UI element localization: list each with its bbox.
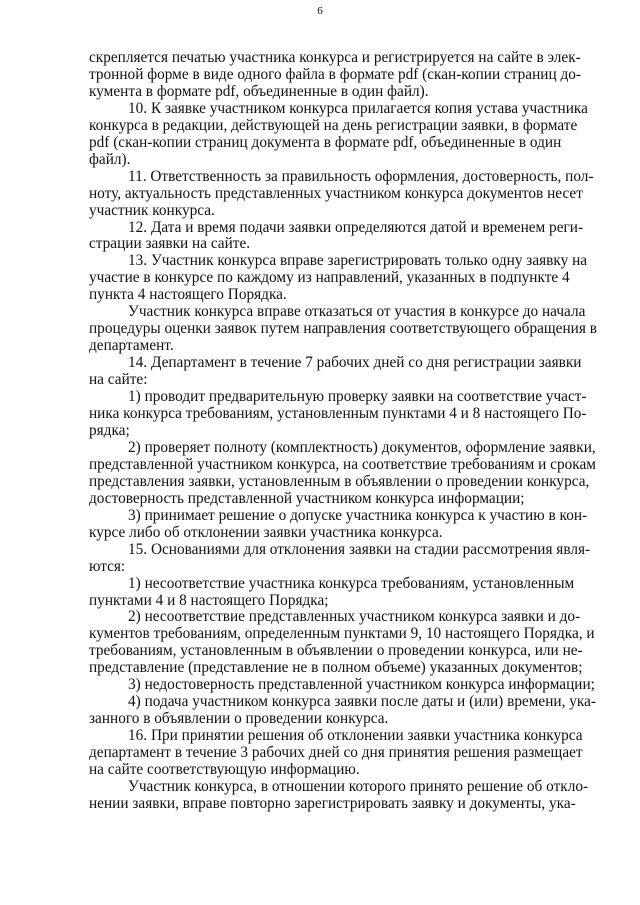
text-line: участник конкурса. xyxy=(89,201,215,219)
paragraph xyxy=(89,779,601,813)
text-line: 12. Дата и время подачи заявки определяются датой и временем реги- xyxy=(128,218,584,236)
text-line: 15. Основаниями для отклонения заявки на стадии рассмотрения явля- xyxy=(128,540,591,558)
paragraph xyxy=(89,304,601,355)
paragraph xyxy=(89,694,601,728)
text-line: 1) проводит предварительную проверку заявки на соответствие участ- xyxy=(128,388,587,406)
text-line: представление (представление не в полном объеме) указанных документов; xyxy=(89,659,583,677)
paragraph xyxy=(89,169,601,220)
text-line: представленной участником конкурса, на соответствие требованиям и срокам xyxy=(89,455,596,473)
paragraph xyxy=(89,542,601,576)
text-line: рядка; xyxy=(89,421,130,439)
paragraph xyxy=(89,101,601,169)
text-line: 3) недостоверность представленной участником конкурса информации; xyxy=(128,676,595,694)
text-line: занного в объявлении о проведении конкурса. xyxy=(89,710,389,728)
text-line: пункта 4 настоящего Порядка. xyxy=(89,286,287,304)
paragraph xyxy=(89,440,601,508)
text-line: страции заявки на сайте. xyxy=(89,235,251,253)
text-line: ются: xyxy=(89,557,126,575)
paragraph xyxy=(89,253,601,304)
text-line: на сайте соответствующую информацию. xyxy=(89,761,360,779)
text-line: курсе либо об отклонении заявки участника конкурса. xyxy=(89,523,443,541)
text-line: Участник конкурса вправе отказаться от участия в конкурсе до начала xyxy=(128,303,586,321)
text-line: требованиям, установленным в объявлении о проведении конкурса, или не- xyxy=(89,642,583,660)
text-line: 11. Ответственность за правильность оформления, достоверность, пол- xyxy=(128,167,594,185)
text-line: 2) проверяет полноту (комплектность) документов, оформление заявки, xyxy=(128,438,596,456)
text-line: кументов требованиям, определенным пунктами 9, 10 настоящего Порядка, и xyxy=(89,625,595,643)
text-line: департамент. xyxy=(89,337,174,355)
text-line: 13. Участник конкурса вправе зарегистрировать только одну заявку на xyxy=(128,252,588,270)
paragraph xyxy=(89,728,601,779)
paragraph xyxy=(89,220,601,254)
text-line: процедуры оценки заявок путем направления соответствующего обращения в xyxy=(89,320,597,338)
text-line: кумента в формате pdf, объединенные в один файл). xyxy=(89,82,429,100)
text-line: ника конкурса требованиям, установленным пунктами 4 и 8 настоящего По- xyxy=(89,405,587,423)
text-line: представления заявки, установленным в объявлении о проведении конкурса, xyxy=(89,472,590,490)
document-body xyxy=(89,50,601,813)
text-line: 1) несоответствие участника конкурса требованиям, установленным xyxy=(128,574,575,592)
paragraph xyxy=(89,576,601,610)
paragraph xyxy=(89,355,601,389)
text-line: 2) несоответствие представленных участником конкурса заявки и до- xyxy=(128,608,581,626)
page-number: 6 xyxy=(317,5,323,17)
text-line: файл). xyxy=(89,150,131,168)
text-line: департамент в течение 3 рабочих дней со дня принятия решения размещает xyxy=(89,744,583,762)
text-line: pdf (скан-копии страниц документа в формате pdf, объединенные в один xyxy=(89,133,562,151)
paragraph xyxy=(89,50,601,101)
text-line: тронной форме в виде одного файла в формате pdf (скан-копии страниц до- xyxy=(89,65,582,83)
text-line: 16. При принятии решения об отклонении заявки участника конкурса xyxy=(128,727,583,745)
text-line: конкурса в редакции, действующей на день регистрации заявки, в формате xyxy=(89,116,578,134)
text-line: Участник конкурса, в отношении которого принято решение об откло- xyxy=(128,777,589,795)
text-line: скрепляется печатью участника конкурса и регистрируется на сайте в элек- xyxy=(89,49,581,66)
text-line: 3) принимает решение о допуске участника конкурса к участию в кон- xyxy=(128,506,588,524)
text-line: пунктами 4 и 8 настоящего Порядка; xyxy=(89,591,329,609)
text-line: на сайте: xyxy=(89,371,148,389)
text-line: 14. Департамент в течение 7 рабочих дней со дня регистрации заявки xyxy=(128,354,582,372)
paragraph xyxy=(89,508,601,542)
text-line: участие в конкурсе по каждому из направлений, указанных в подпункте 4 xyxy=(89,269,570,287)
paragraph xyxy=(89,389,601,440)
text-line: нении заявки, вправе повторно зарегистрировать заявку и документы, ука- xyxy=(89,794,576,812)
paragraph xyxy=(89,677,601,694)
text-line: ноту, актуальность представленных участником конкурса документов несет xyxy=(89,184,583,202)
text-line: достоверность представленной участником конкурса информации; xyxy=(89,489,525,507)
text-line: 4) подача участником конкурса заявки после даты и (или) времени, ука- xyxy=(128,693,596,711)
paragraph xyxy=(89,609,601,677)
text-line: 10. К заявке участником конкурса прилагается копия устава участника xyxy=(128,99,588,117)
